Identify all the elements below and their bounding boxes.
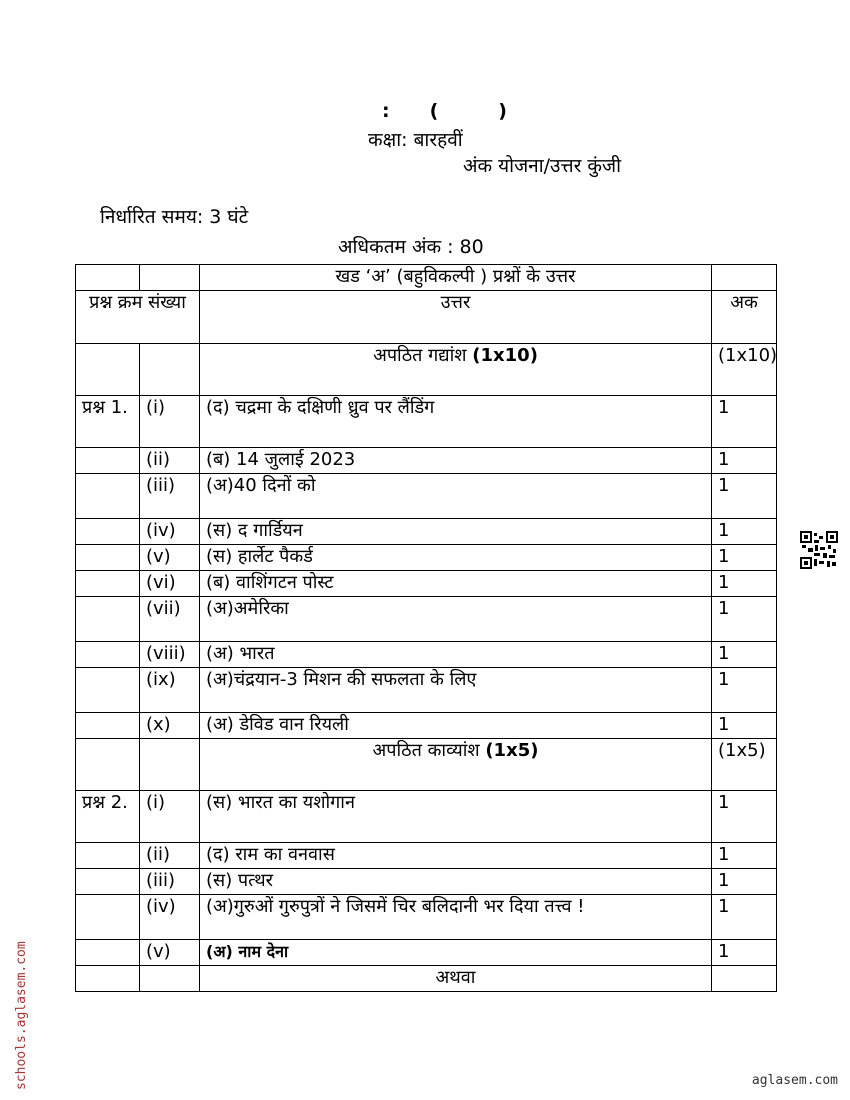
max-marks-label: अधिकतम अंक : 80	[338, 236, 484, 258]
question-2-label: प्रश्न 2.	[76, 791, 140, 843]
answer-text: (स) भारत का यशोगान	[200, 791, 712, 843]
answer-text: (अ) भारत	[200, 642, 712, 668]
mark-value: 1	[712, 448, 777, 474]
class-label: कक्षा: बारहवीं	[368, 129, 463, 151]
answer-text: (स) पत्थर	[200, 869, 712, 895]
mark-value: 1	[712, 642, 777, 668]
scheme-label: अंक योजना/उत्तर कुंजी	[463, 155, 622, 177]
answer-text: (अ)40 दिनों को	[200, 474, 712, 519]
mark-value: 1	[712, 519, 777, 545]
answer-text: (ब) वाशिंगटन पोस्ट	[200, 571, 712, 597]
col-header-qno: प्रश्न क्रम संख्या	[76, 291, 200, 344]
group1-marks: (1x10)	[712, 344, 777, 396]
col-header-marks: अक	[712, 291, 777, 344]
answer-text: (अ)चंद्रयान-3 मिशन की सफलता के लिए	[200, 668, 712, 713]
sub-number: (viii)	[140, 642, 200, 668]
qr-code-icon	[800, 531, 838, 569]
mark-value: 1	[712, 869, 777, 895]
mark-value: 1	[712, 940, 777, 966]
or-label: अथवा	[200, 966, 712, 992]
answer-text: (द) राम का वनवास	[200, 843, 712, 869]
mark-value: 1	[712, 545, 777, 571]
section-title: खड ‘अ’ (बहुविकल्पी ) प्रश्नों के उत्तर	[200, 265, 712, 291]
mark-value: 1	[712, 713, 777, 739]
answer-text: (स) हार्लेट पैकर्ड	[200, 545, 712, 571]
sub-number: (iv)	[140, 519, 200, 545]
mark-value: 1	[712, 474, 777, 519]
sub-number: (v)	[140, 940, 200, 966]
sub-number: (ii)	[140, 843, 200, 869]
mark-value: 1	[712, 791, 777, 843]
answer-text: (अ)गुरुओं गुरुपुत्रों ने जिसमें चिर बलिदानी भर दिया तत्त्व !	[200, 895, 712, 940]
group2-marks: (1x5)	[712, 739, 777, 791]
sub-number: (iv)	[140, 895, 200, 940]
sub-number: (ii)	[140, 448, 200, 474]
sub-number: (vii)	[140, 597, 200, 642]
mark-value: 1	[712, 843, 777, 869]
answer-text: (अ) नाम देना	[200, 940, 712, 966]
sub-number: (vi)	[140, 571, 200, 597]
time-label: निर्धारित समय: 3 घंटे	[100, 206, 249, 228]
sub-number: (v)	[140, 545, 200, 571]
answer-text: (अ) डेविड वान रियली	[200, 713, 712, 739]
answer-text: (स) द गार्डियन	[200, 519, 712, 545]
mark-value: 1	[712, 668, 777, 713]
sub-number: (iii)	[140, 869, 200, 895]
side-watermark-url: schools.aglasem.com	[14, 941, 29, 1090]
mark-value: 1	[712, 571, 777, 597]
group2-title: अपठित काव्यांश (1x5)	[200, 739, 712, 791]
bottom-watermark-url: aglasem.com	[751, 1073, 838, 1088]
answer-text: (ब) 14 जुलाई 2023	[200, 448, 712, 474]
mark-value: 1	[712, 597, 777, 642]
sub-number: (ix)	[140, 668, 200, 713]
sub-number: (x)	[140, 713, 200, 739]
question-1-label: प्रश्न 1.	[76, 396, 140, 448]
col-header-answer: उत्तर	[200, 291, 712, 344]
sub-number: (iii)	[140, 474, 200, 519]
sub-number: (i)	[140, 791, 200, 843]
answer-text: (द) चद्रमा के दक्षिणी ध्रुव पर लैंडिंग	[200, 396, 712, 448]
sub-number: (i)	[140, 396, 200, 448]
header-line-symbols: : ( )	[382, 100, 507, 122]
mark-value: 1	[712, 396, 777, 448]
mark-value: 1	[712, 895, 777, 940]
answer-key-table	[75, 264, 777, 992]
group1-title: अपठित गद्यांश (1x10)	[200, 344, 712, 396]
answer-text: (अ)अमेरिका	[200, 597, 712, 642]
